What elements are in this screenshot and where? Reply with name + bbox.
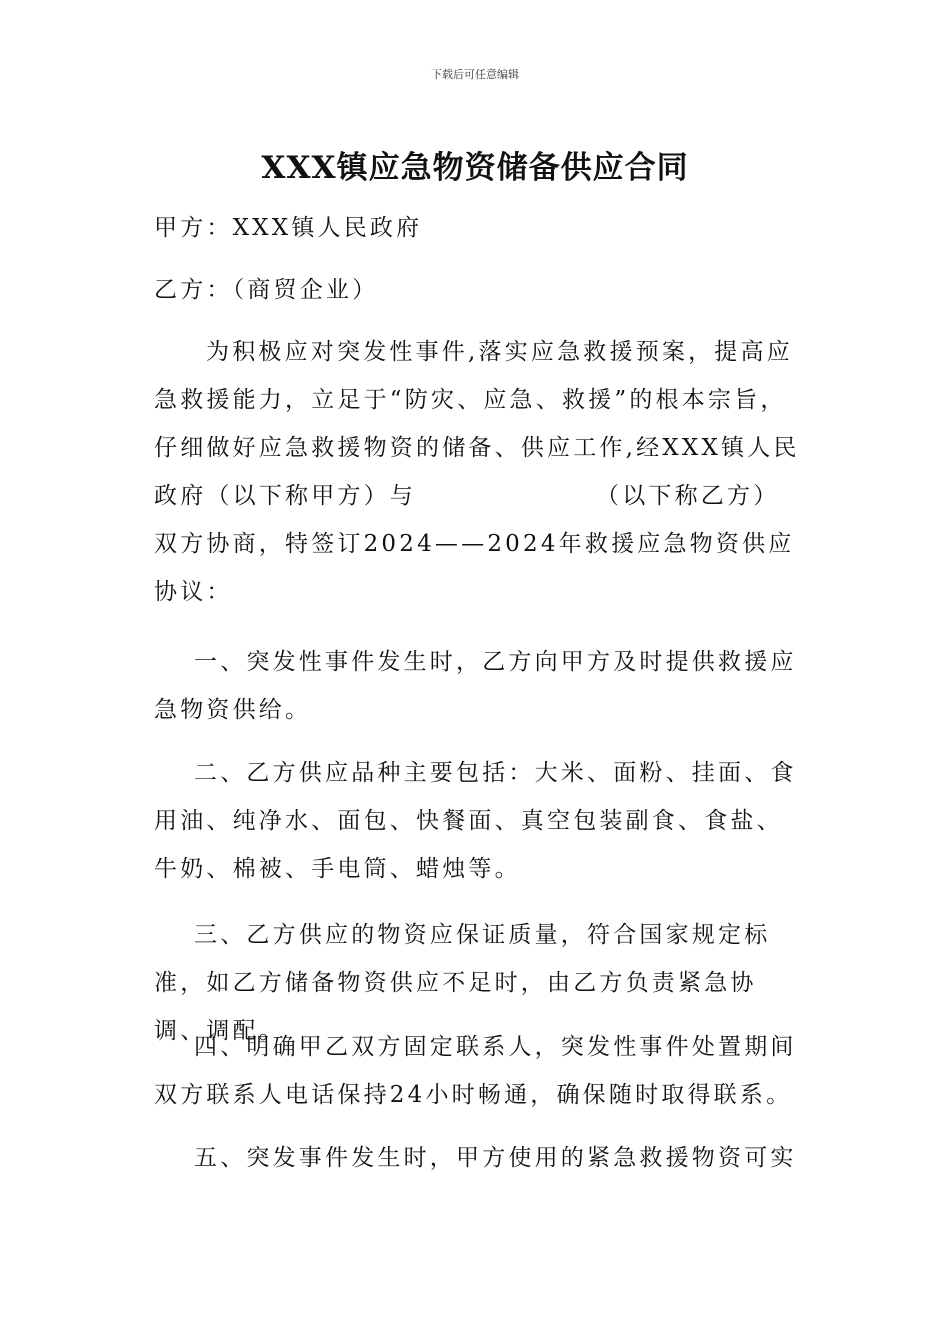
intro-text-part1: 为积极应对突发性事件,落实应急救援预案，提高应急救援能力，立足于“防灾、应急、救援”的根本宗旨，仔细做好应急救援物资的储备、供应工作,经XXX镇人民政府（以下称甲方）与 <box>154 339 800 509</box>
party-a: 甲方：XXX镇人民政府 <box>154 215 423 241</box>
clause-1: 一、突发性事件发生时，乙方向甲方及时提供救援应急物资供给。 <box>154 649 797 723</box>
intro-paragraph <box>154 328 804 616</box>
intro-text-part2: （以下称乙方）双方协商，特签订2024——2024年救援应急物资供应协议： <box>154 483 795 605</box>
clause-2: 二、乙方供应品种主要包括：大米、面粉、挂面、食用油、纯净水、面包、快餐面、真空包装副食、食盐、牛奶、棉被、手电筒、蜡烛等。 <box>154 760 797 882</box>
contract-title: XXX镇应急物资储备供应合同 <box>261 150 689 186</box>
clause-4: 四、明确甲乙双方固定联系人，突发性事件处置期间双方联系人电话保持24小时畅通，确保随时取得联系。 <box>154 1034 797 1108</box>
clause-5: 五、突发事件发生时，甲方使用的紧急救援物资可实 <box>194 1145 797 1171</box>
clause-3: 三、乙方供应的物资应保证质量，符合国家规定标准，如乙方储备物资供应不足时，由乙方负责紧急协调、调配。 <box>154 922 771 1044</box>
header-note: 下载后可任意编辑 <box>431 68 519 81</box>
party-b: 乙方：（商贸企业） <box>154 277 379 303</box>
